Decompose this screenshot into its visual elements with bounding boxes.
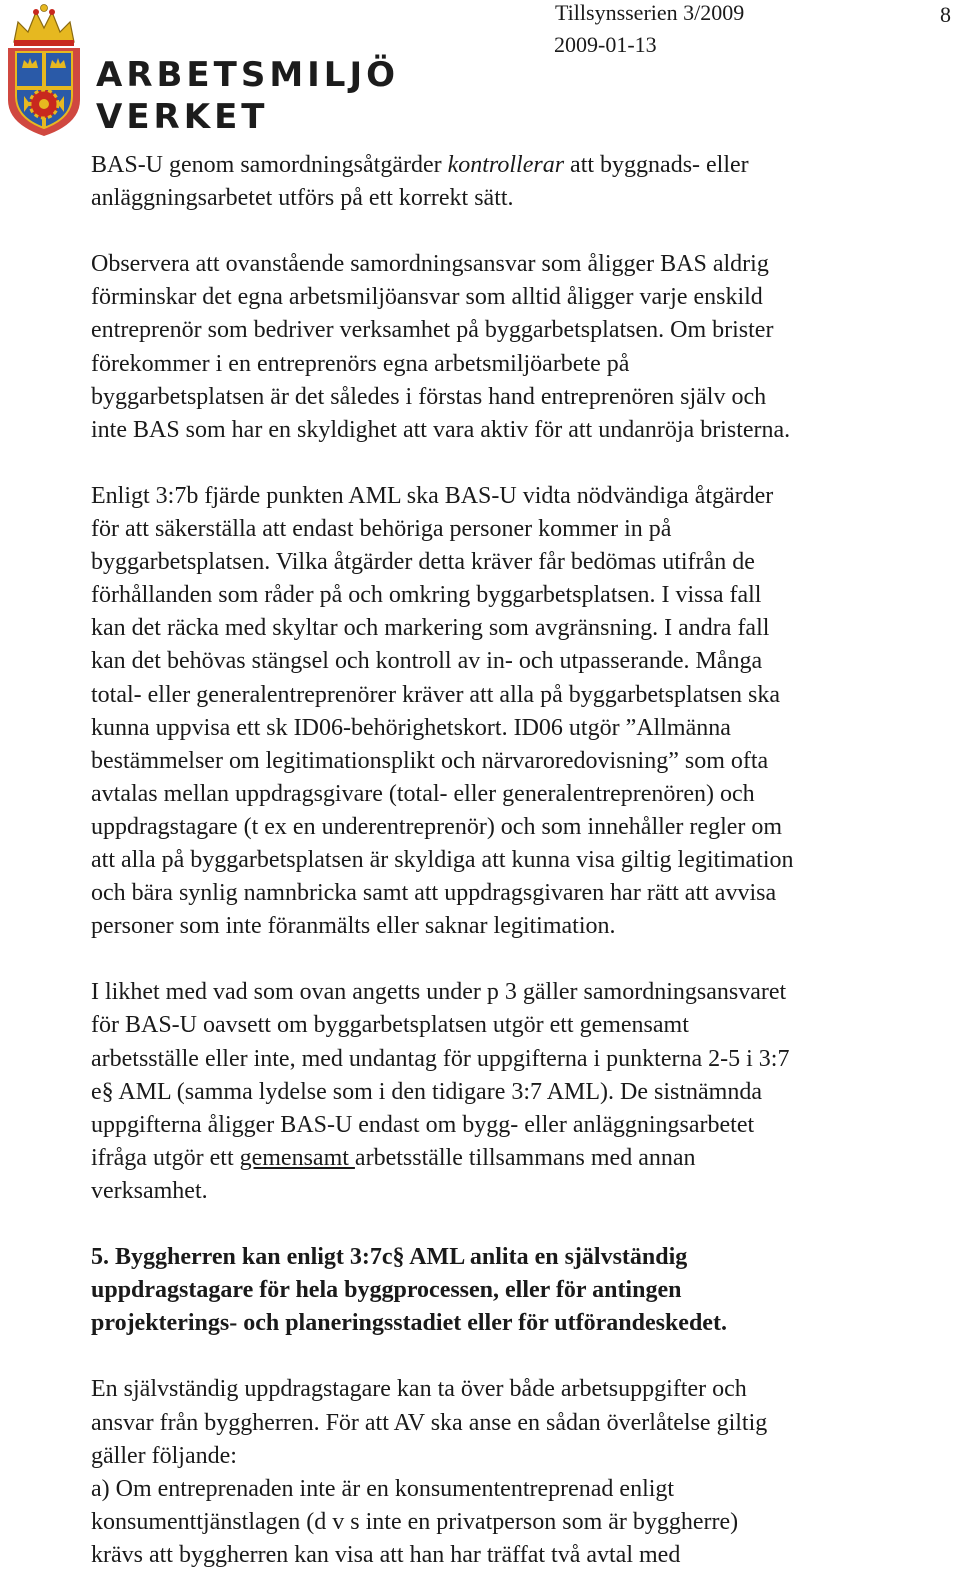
paragraph-gap (91, 447, 959, 480)
paragraph-gap (91, 943, 959, 976)
text-line: verksamhet. (91, 1177, 208, 1204)
text-line: inte BAS som har en skyldighet att vara aktiv för att undanröja bristerna. (91, 416, 791, 443)
text-line: kunna uppvisa ett sk ID06-behörighetskort. ID06 utgör ”Allmänna (91, 714, 731, 741)
heading-line: 5. Byggherren kan enligt 3:7c§ AML anlita en självständig (91, 1244, 688, 1271)
document-date: 2009-01-13 (554, 32, 657, 57)
text-line: för BAS-U oavsett om byggarbetsplatsen utgör ett gemensamt (91, 1012, 689, 1039)
text-line: gäller följande: (91, 1442, 237, 1469)
text-line: krävs att byggherren kan visa att han har träffat två avtal med (91, 1541, 681, 1568)
document-body (91, 149, 959, 1572)
paragraph-i-likhet (91, 976, 959, 1208)
text-span: arbetsställe tillsammans med annan (354, 1144, 696, 1171)
text-line: förminskar det egna arbetsmiljöansvar som alltid åligger varje enskild (91, 284, 763, 311)
text-line: Enligt 3:7b fjärde punkten AML ska BAS-U vidta nödvändiga åtgärder (91, 482, 774, 509)
text-line: byggarbetsplatsen. Vilka åtgärder detta kräver får bedömas utifrån de (91, 549, 755, 576)
heading-line: uppdragstagare för hela byggprocessen, eller för antingen (91, 1277, 682, 1304)
text-line: avtalas mellan uppdragsgivare (total- eller generalentreprenören) och (91, 780, 755, 807)
paragraph-sjalvstandig-uppdragstagare (91, 1373, 959, 1572)
underlined-text: gemensamt (239, 1144, 355, 1171)
text-line: entreprenör som bedriver verksamhet på byggarbetsplatsen. Om brister (91, 317, 774, 344)
org-name-line1: ARBETSMILJÖ (96, 55, 400, 95)
text-line: En självständig uppdragstagare kan ta över både arbetsuppgifter och (91, 1376, 747, 1403)
text-line: att alla på byggarbetsplatsen är skyldiga att kunna visa giltig legitimation (91, 846, 794, 873)
paragraph-gap (91, 1208, 959, 1241)
text-line: arbetsställe eller inte, med undantag för uppgifterna i punkterna 2-5 i 3:7 (91, 1045, 790, 1072)
document-series: Tillsynsserien 3/2009 (555, 0, 745, 25)
paragraph-observera (91, 248, 959, 447)
paragraph-gap (91, 215, 959, 248)
text-line: total- eller generalentreprenörer kräver att alla på byggarbetsplatsen ska (91, 681, 780, 708)
text-line: personer som inte föranmälts eller saknar legitimation. (91, 913, 616, 940)
emphasis-text: kontrollerar (447, 152, 565, 178)
arbetsmiljoverket-logo (4, 4, 84, 138)
text-line: och bära synlig namnbricka samt att uppdragsgivaren har rätt att avvisa (91, 880, 777, 907)
paragraph-enligt-3-7b (91, 480, 959, 943)
text-span: ifråga utgör ett (91, 1144, 240, 1171)
text-line: konsumenttjänstlagen (d v s inte en privatperson som är byggherre) (91, 1508, 739, 1535)
coat-of-arms-icon (4, 4, 84, 138)
text-line: anläggningsarbetet utförs på ett korrekt sätt. (91, 185, 514, 212)
heading-line: projekterings- och planeringsstadiet eller för utförandeskedet. (91, 1310, 727, 1337)
text-line: uppgifterna åligger BAS-U endast om bygg- eller anläggningsarbetet (91, 1111, 755, 1138)
text-line: byggarbetsplatsen är det således i förstas hand entreprenören själv och (91, 383, 767, 410)
text-line: för att säkerställa att endast behöriga personer kommer in på (91, 516, 672, 543)
page-number: 8 (940, 2, 951, 27)
text-line: uppdragstagare (t ex en underentreprenör) och som innehåller regler om (91, 813, 783, 840)
text-line: kan det räcka med skyltar och markering som avgränsning. I andra fall (91, 615, 770, 642)
text-line: förekommer i en entreprenörs egna arbetsmiljöarbete på (91, 350, 630, 377)
org-name-line2: VERKET (96, 97, 269, 137)
text-span: BAS-U genom samordningsåtgärder (91, 152, 448, 178)
paragraph-gap (91, 1340, 959, 1373)
text-line: e§ AML (samma lydelse som i den tidigare 3:7 AML). De sistnämnda (91, 1078, 762, 1105)
text-line: ansvar från byggherren. För att AV ska anse en sådan överlåtelse giltig (91, 1409, 768, 1436)
text-line (91, 149, 959, 182)
text-line: I likhet med vad som ovan angetts under p 3 gäller samordningsansvaret (91, 979, 787, 1006)
text-line (91, 1142, 959, 1175)
text-line: bestämmelser om legitimationsplikt och närvaroredovisning” som ofta (91, 747, 769, 774)
list-item-a: a) Om entreprenaden inte är en konsumententreprenad enligt (91, 1475, 675, 1502)
text-span: att byggnads- eller (564, 152, 749, 178)
text-line: Observera att ovanstående samordningsansvar som åligger BAS aldrig (91, 251, 769, 278)
text-line: kan det behövas stängsel och kontroll av in- och utpasserande. Många (91, 648, 763, 675)
paragraph-bas-u-control (91, 149, 959, 215)
section-heading-5 (91, 1241, 959, 1340)
text-line: förhållanden som råder på och omkring byggarbetsplatsen. I vissa fall (91, 582, 762, 609)
